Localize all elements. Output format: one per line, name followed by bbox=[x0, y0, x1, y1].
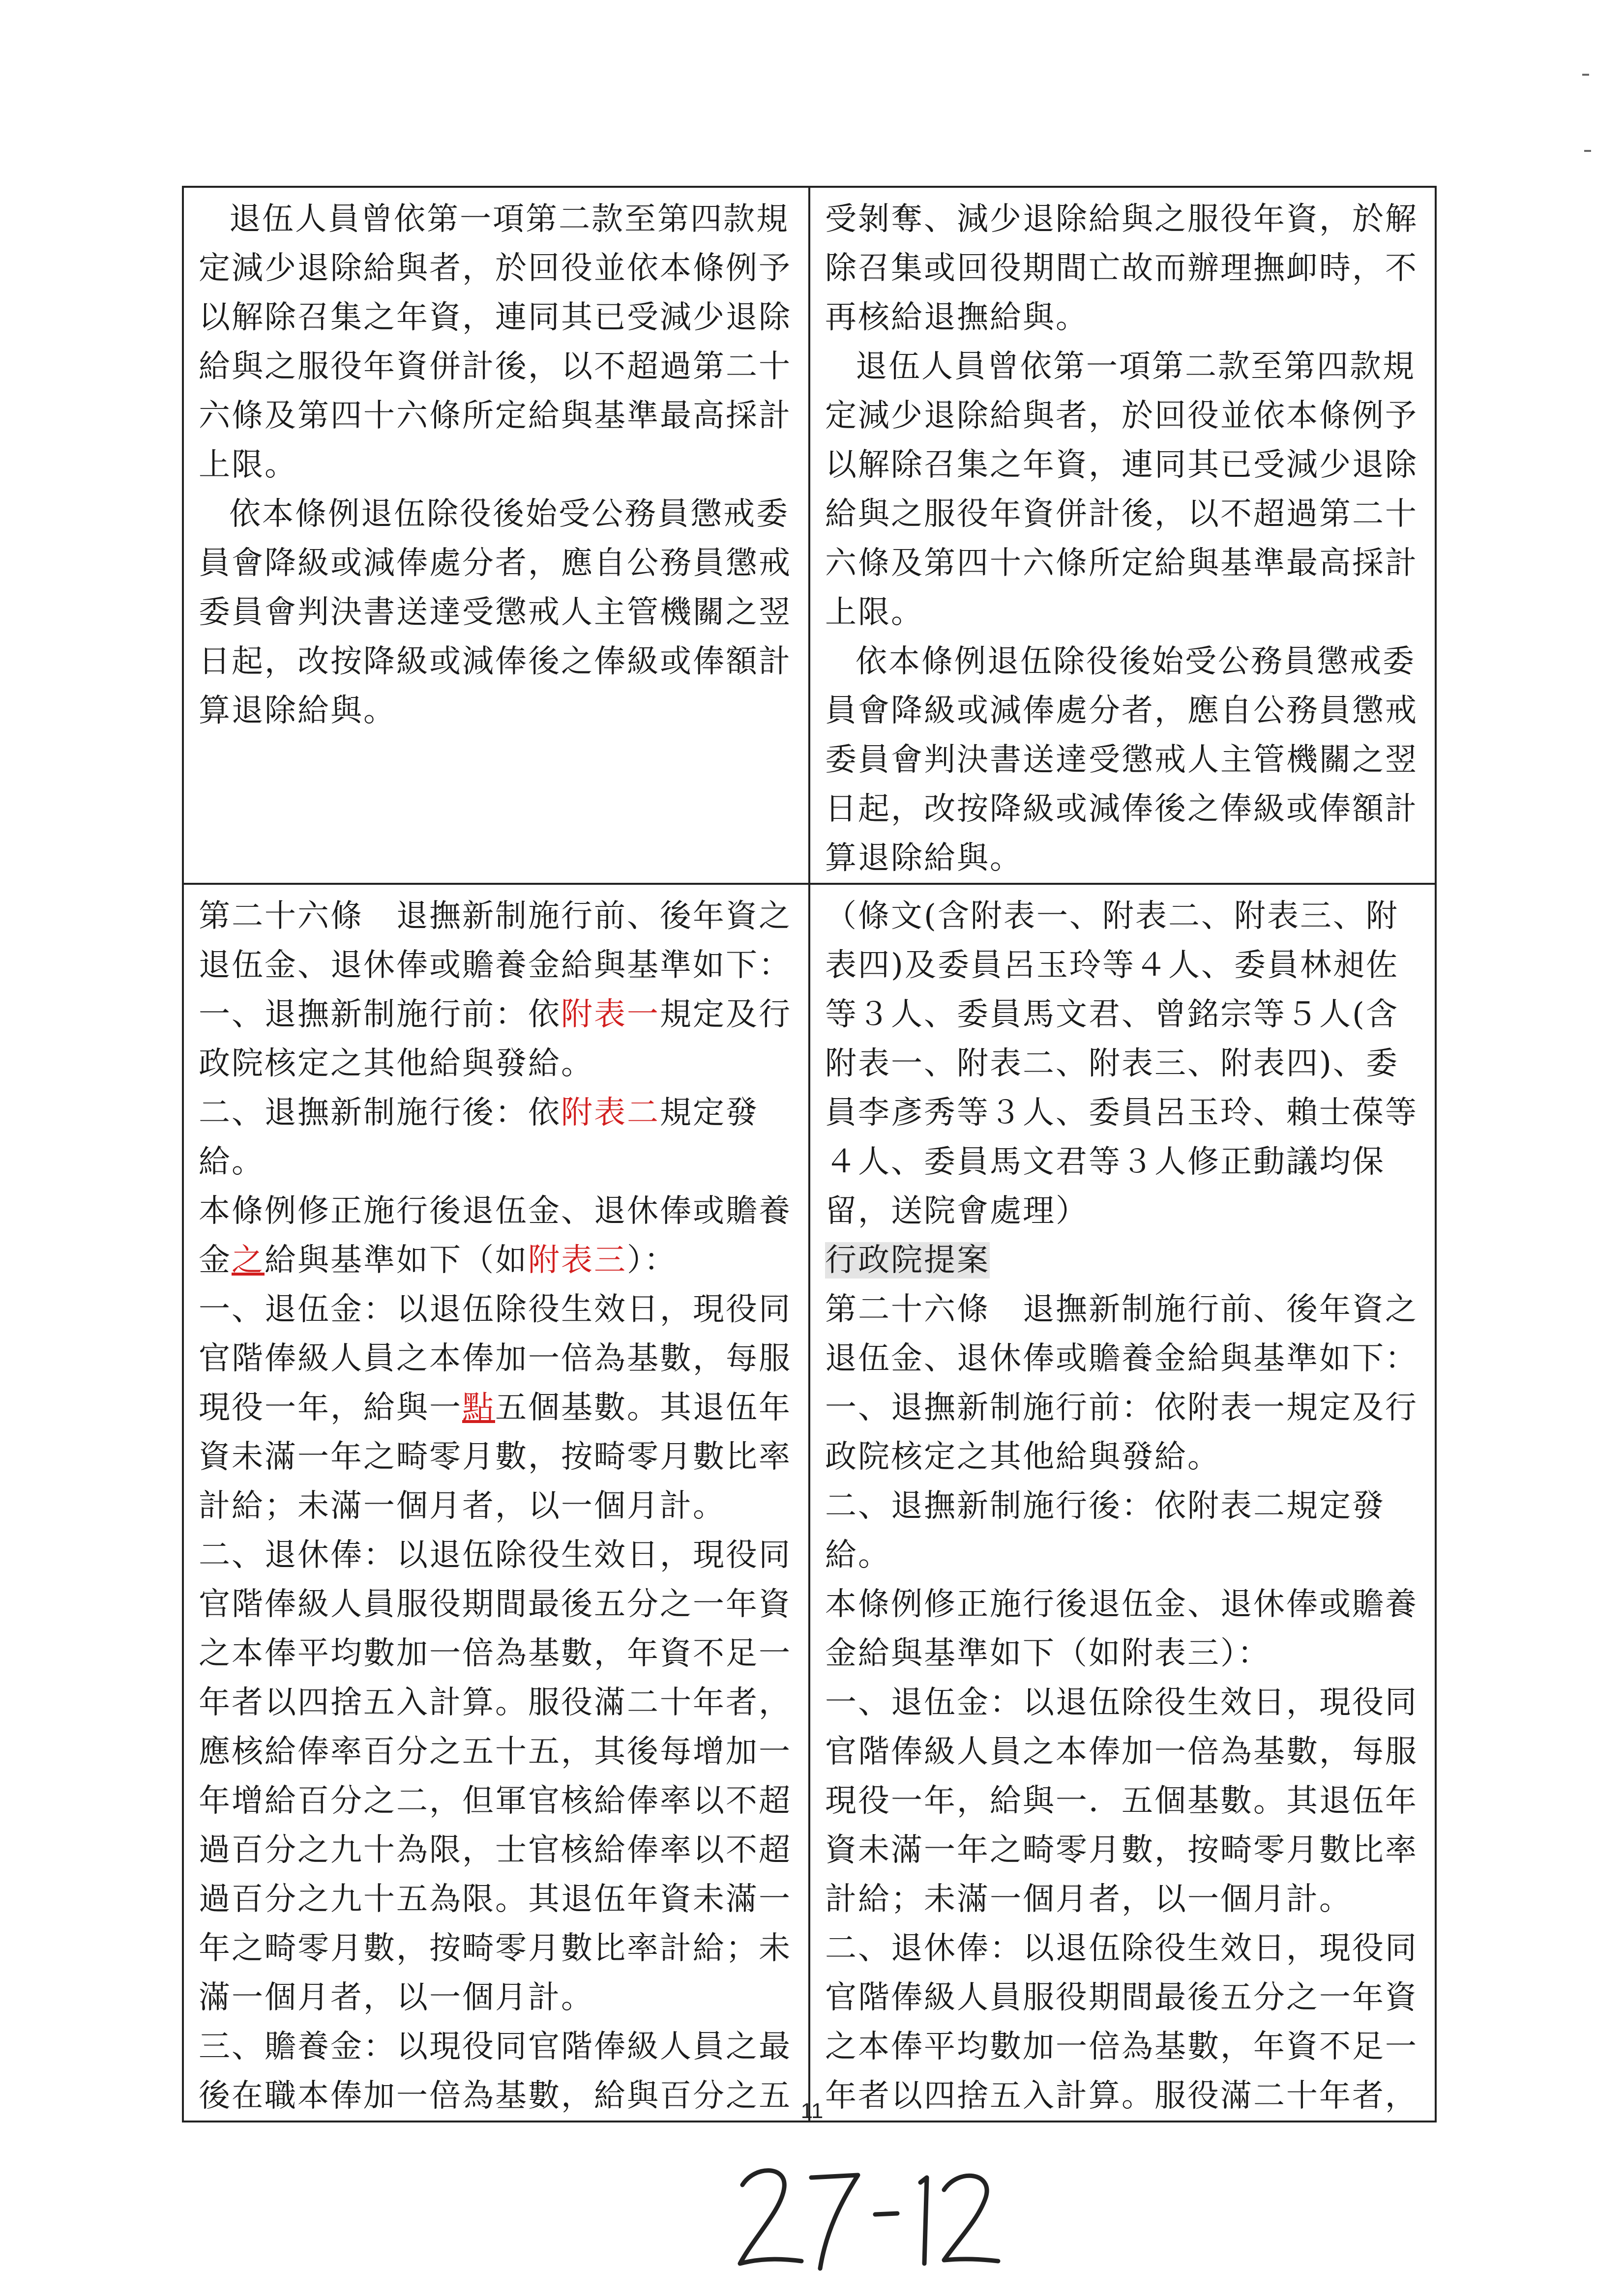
paragraph: 受剝奪、減少退除給與之服役年資，於解除召集或回役期間亡故而辦理撫卹時，不再核給退撫給與。 bbox=[825, 201, 1418, 336]
row2-right-cell bbox=[809, 884, 1436, 2122]
clause-line: 二、退休俸：以退伍除役生效日，現役同官階俸級人員服役期間最後五分之一年資之本俸平均數加一倍為基數，年資不足一年者以四捨五入計算。服役滿二十年者，應核給俸率百分之五十五，其後每增加一年增給百分之二，但軍官核給俸率以不超過百分之九十為限，士官核給俸率以不超過百分之九十五為限。其退伍年資未滿一年之畸零月數，按畸零月數比率計給；未滿一個月者，以一個月計。 bbox=[199, 1537, 792, 2016]
handwritten-annotation bbox=[728, 2148, 1003, 2276]
clause-line: 一、退伍金：以退伍除役生效日，現役同官階俸級人員之本俸加一倍為基數，每服現役一年，給與一點五個基數。其退伍年資未滿一年之畸零月數，按畸零月數比率計給；未滿一個月者，以一個月計。 bbox=[199, 1291, 792, 1524]
clause-line: 三、贍養金：以現役同官階俸級人員之最後在職本俸加一倍為基數，給與百分之五 bbox=[199, 2029, 792, 2114]
annex-ref-2: 附表二 bbox=[561, 1095, 660, 1131]
scan-mark-lower bbox=[1584, 150, 1591, 152]
clause-line: 本條例修正施行後退伍金、退休俸或贍養金給與基準如下（如附表三）： bbox=[825, 1586, 1418, 1672]
row1-right-cell bbox=[809, 187, 1436, 884]
comparison-table bbox=[182, 186, 1437, 2122]
clause-line: 二、退撫新制施行後：依附表二規定發給。 bbox=[199, 1095, 759, 1180]
row2-left-cell bbox=[183, 884, 809, 2122]
table-row bbox=[183, 884, 1436, 2122]
paragraph: 依本條例退伍除役後始受公務員懲戒委員會降級或減俸處分者，應自公務員懲戒委員會判決書送達受懲戒人主管機關之翌日起，改按降級或減俸後之俸級或俸額計算退除給與。 bbox=[199, 496, 792, 729]
table-row bbox=[183, 187, 1436, 884]
amended-char: 點 bbox=[462, 1390, 495, 1426]
paragraph: 退伍人員曾依第一項第二款至第四款規定減少退除給與者，於回役並依本條例予以解除召集之年資，連同其已受減少退除給與之服役年資併計後，以不超過第二十六條及第四十六條所定給與基準最高採計上限。 bbox=[199, 201, 792, 483]
proposal-tag: 行政院提案 bbox=[825, 1242, 990, 1279]
clause-line: 二、退撫新制施行後：依附表二規定發給。 bbox=[825, 1488, 1385, 1573]
annex-ref-3: 附表三 bbox=[528, 1242, 627, 1279]
committee-note: （條文(含附表一、附表二、附表三、附表四)及委員呂玉玲等４人、委員林昶佐等３人、委員馬文君、曾銘宗等５人(含附表一、附表二、附表三、附表四)、委員李彥秀等３人、委員呂玉玲、賴士葆等４人、委員馬文君等３人修正動議均保留，送院會處理） bbox=[825, 898, 1418, 1229]
paragraph: 依本條例退伍除役後始受公務員懲戒委員會降級或減俸處分者，應自公務員懲戒委員會判決書送達受懲戒人主管機關之翌日起，改按降級或減俸後之俸級或俸額計算退除給與。 bbox=[825, 643, 1418, 876]
clause-line: 二、退休俸：以退伍除役生效日，現役同官階俸級人員服役期間最後五分之一年資之本俸平均數加一倍為基數，年資不足一年者以四捨五入計算。服役滿二十年者， bbox=[825, 1930, 1418, 2114]
row1-left-cell bbox=[183, 187, 809, 884]
clause-line: 一、退撫新制施行前：依附表一規定及行政院核定之其他給與發給。 bbox=[825, 1390, 1418, 1475]
clause-line: 一、退撫新制施行前：依附表一規定及行政院核定之其他給與發給。 bbox=[199, 996, 792, 1082]
page-number: 11 bbox=[800, 2099, 824, 2123]
annex-ref-1: 附表一 bbox=[561, 996, 660, 1033]
paragraph: 退伍人員曾依第一項第二款至第四款規定減少退除給與者，於回役並依本條例予以解除召集之年資，連同其已受減少退除給與之服役年資併計後，以不超過第二十六條及第四十六條所定給與基準最高採計上限。 bbox=[825, 349, 1418, 631]
article-heading: 第二十六條 退撫新制施行前、後年資之退伍金、退休俸或贍養金給與基準如下： bbox=[199, 898, 792, 984]
proposal-tag-line bbox=[825, 1236, 1420, 1285]
scan-mark-top bbox=[1582, 74, 1589, 76]
clause-line: 一、退伍金：以退伍除役生效日，現役同官階俸級人員之本俸加一倍為基數，每服現役一年，給與一．五個基數。其退伍年資未滿一年之畸零月數，按畸零月數比率計給；未滿一個月者，以一個月計。 bbox=[825, 1685, 1418, 1918]
amended-char: 之 bbox=[232, 1242, 265, 1279]
article-heading: 第二十六條 退撫新制施行前、後年資之退伍金、退休俸或贍養金給與基準如下： bbox=[825, 1291, 1418, 1377]
clause-line: 本條例修正施行後退伍金、退休俸或贍養金之給與基準如下（如附表三）： bbox=[199, 1193, 792, 1279]
